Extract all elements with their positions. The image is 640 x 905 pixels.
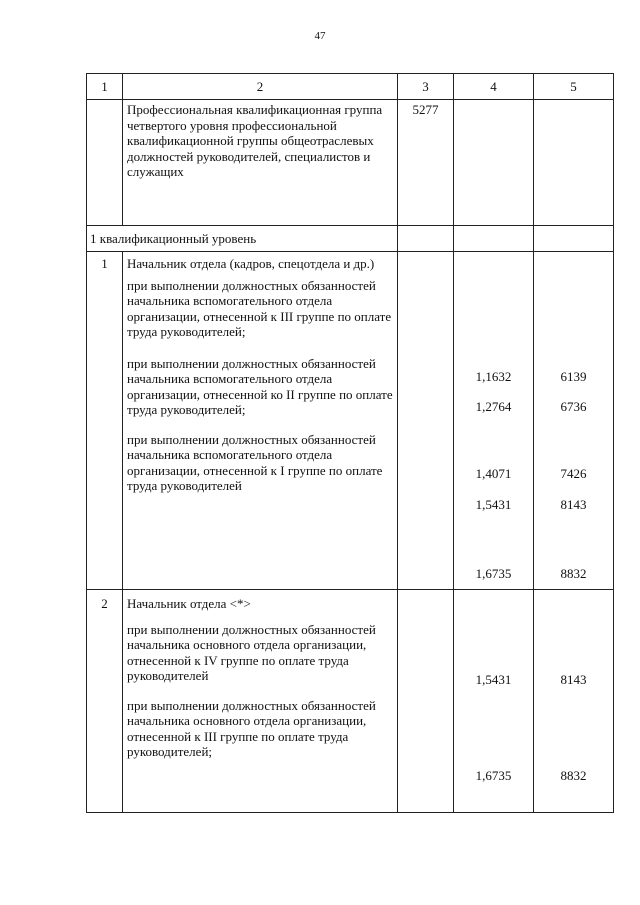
coefficient-cell [454,252,534,590]
empty-cell [534,100,614,226]
group-title: Профессиональная квалификационная группа четвертого уровня профессиональной квалификационной группы общеотраслевых должностей руководителей, специалистов и служащих [123,100,398,226]
item-description [123,590,398,813]
level-row [87,226,614,252]
header-cell: 5 [534,74,614,100]
empty-cell [398,590,454,813]
empty-cell [454,226,534,252]
item-condition: при выполнении должностных обязанностей начальника основного отдела организации, отнесенной к IV группе по оплате труда руководителей [127,621,376,683]
coefficient-value: 1,4071 [475,466,512,481]
coefficient-cell [454,590,534,813]
item-condition: при выполнении должностных обязанностей начальника вспомогательного отдела организации, отнесенной ко II группе по оплате труда руководителей; [127,355,393,417]
salary-cell [534,590,614,813]
header-row [87,74,614,100]
header-cell: 1 [87,74,123,100]
item-row-2 [87,590,614,813]
group-row [87,100,614,226]
item-number: 1 [87,252,123,590]
item-number: 2 [87,590,123,813]
empty-cell [398,226,454,252]
empty-cell [534,226,614,252]
header-cell: 2 [123,74,398,100]
item-description [123,252,398,590]
level-title: 1 квалификационный уровень [87,226,398,252]
coefficient-value: 1,5431 [475,672,512,687]
header-cell: 4 [454,74,534,100]
coefficient-value: 1,5431 [475,497,512,512]
item-title: Начальник отдела (кадров, спецотдела и др.) [127,256,375,271]
coefficient-value: 1,6735 [475,566,512,581]
empty-cell [398,252,454,590]
salary-cell [534,252,614,590]
empty-cell [87,100,123,226]
salary-value: 8143 [560,672,587,687]
salary-value: 6736 [560,399,587,414]
item-title: Начальник отдела <*> [127,596,251,611]
group-code: 5277 [398,100,454,226]
salary-value: 7426 [560,466,587,481]
item-condition: при выполнении должностных обязанностей начальника вспомогательного отдела организации, отнесенной к III группе по оплате труда руководителей; [127,277,392,339]
qualification-table [86,73,614,813]
coefficient-value: 1,2764 [475,399,512,414]
salary-value: 6139 [560,369,587,384]
page-number: 47 [314,30,326,42]
coefficient-value: 1,6735 [475,768,512,783]
item-condition: при выполнении должностных обязанностей начальника основного отдела организации, отнесенной к III группе по оплате труда руководителей; [127,697,376,759]
item-row-1 [87,252,614,590]
coefficient-value: 1,1632 [475,369,512,384]
salary-value: 8143 [560,497,587,512]
header-cell: 3 [398,74,454,100]
empty-cell [454,100,534,226]
salary-value: 8832 [560,768,587,783]
salary-value: 8832 [560,566,587,581]
item-condition: при выполнении должностных обязанностей начальника вспомогательного отдела организации, отнесенной к I группе по оплате труда руководителей [127,431,383,493]
